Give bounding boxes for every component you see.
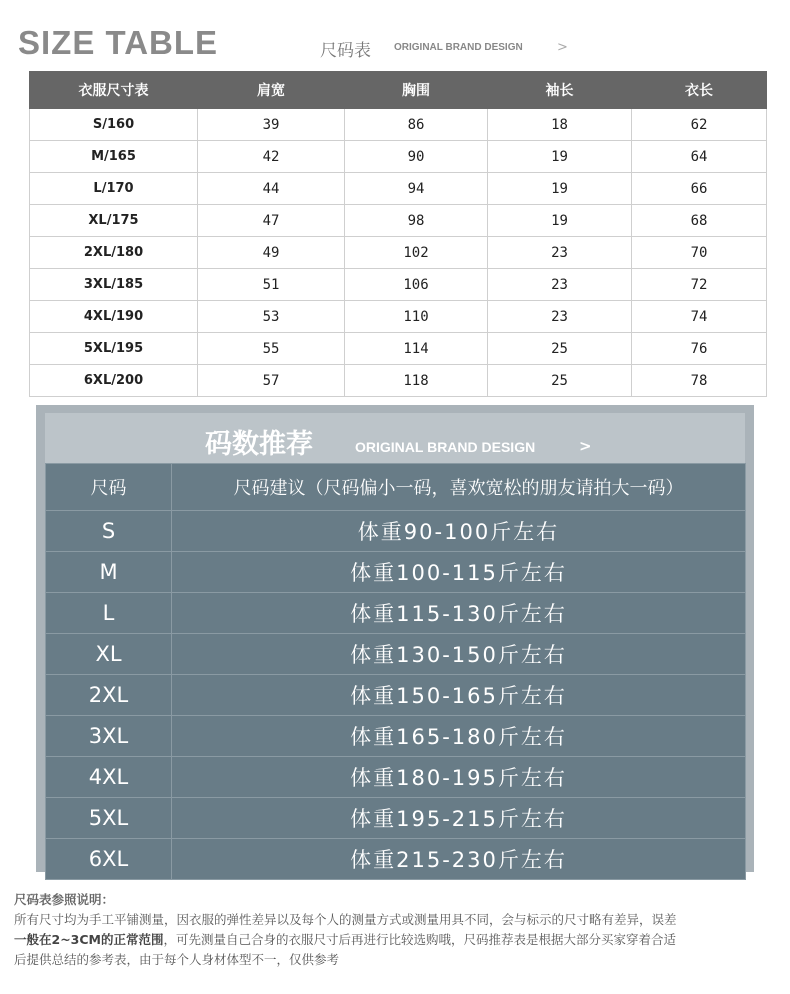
weight-advice-cell: 体重215-230斤左右 xyxy=(172,839,746,880)
weight-advice-cell: 体重90-100斤左右 xyxy=(172,511,746,552)
measurement-cell: 106 xyxy=(345,269,488,301)
weight-advice-cell: 体重115-130斤左右 xyxy=(172,593,746,634)
measurement-cell: 90 xyxy=(345,141,488,173)
weight-advice-cell: 体重150-165斤左右 xyxy=(172,675,746,716)
size-label-cell: L xyxy=(46,593,172,634)
table-row xyxy=(46,675,746,716)
measurement-cell: 39 xyxy=(198,109,345,141)
size-label-cell: 6XL xyxy=(46,839,172,880)
measurement-cell: 78 xyxy=(632,365,767,397)
table-row xyxy=(46,839,746,880)
size-label-cell: 4XL xyxy=(46,757,172,798)
measurement-cell: 72 xyxy=(632,269,767,301)
col-header-shoulder: 肩宽 xyxy=(198,72,345,109)
table-row xyxy=(46,798,746,839)
measurement-cell: 98 xyxy=(345,205,488,237)
measurement-cell: 94 xyxy=(345,173,488,205)
measurement-cell: 19 xyxy=(488,141,632,173)
table-row xyxy=(30,109,767,141)
page-title: SIZE TABLE xyxy=(18,24,219,61)
notes-line-1: 所有尺寸均为手工平铺测量，因衣服的弹性差异以及每个人的测量方式或测量用具不同，会与标示的尺寸略有差异，误差 xyxy=(14,912,677,927)
recommendation-title: 码数推荐 xyxy=(205,429,313,460)
col-header-sleeve: 袖长 xyxy=(488,72,632,109)
measurement-cell: 70 xyxy=(632,237,767,269)
size-label-cell: 5XL/195 xyxy=(30,333,198,365)
table-row xyxy=(30,141,767,173)
table-row xyxy=(30,365,767,397)
table-row xyxy=(30,173,767,205)
weight-advice-cell: 体重165-180斤左右 xyxy=(172,716,746,757)
recommendation-header-row xyxy=(46,464,746,511)
table-row xyxy=(46,634,746,675)
size-label-cell: 6XL/200 xyxy=(30,365,198,397)
size-table xyxy=(29,71,767,397)
measurement-cell: 102 xyxy=(345,237,488,269)
size-label-cell: L/170 xyxy=(30,173,198,205)
measurement-cell: 57 xyxy=(198,365,345,397)
recommendation-header xyxy=(45,413,745,463)
table-row xyxy=(46,757,746,798)
col-header-size: 衣服尺寸表 xyxy=(30,72,198,109)
table-row xyxy=(46,511,746,552)
subtitle-en: ORIGINAL BRAND DESIGN xyxy=(394,42,523,53)
table-row xyxy=(30,237,767,269)
weight-advice-cell: 体重195-215斤左右 xyxy=(172,798,746,839)
size-label-cell: XL xyxy=(46,634,172,675)
measurement-cell: 110 xyxy=(345,301,488,333)
notes-highlight: 一般在2~3CM的正常范围 xyxy=(14,932,164,947)
measurement-cell: 86 xyxy=(345,109,488,141)
col-header-advice: 尺码建议（尺码偏小一码，喜欢宽松的朋友请拍大一码） xyxy=(172,464,746,511)
size-label-cell: 5XL xyxy=(46,798,172,839)
measurement-cell: 25 xyxy=(488,365,632,397)
measurement-cell: 55 xyxy=(198,333,345,365)
measurement-cell: 76 xyxy=(632,333,767,365)
notes-title: 尺码表参照说明： xyxy=(14,892,115,907)
measurement-cell: 62 xyxy=(632,109,767,141)
weight-advice-cell: 体重180-195斤左右 xyxy=(172,757,746,798)
notes-line-2: ，可先测量自己合身的衣服尺寸后再进行比较选购哦，尺码推荐表是根据大部分买家穿着合适 xyxy=(163,932,676,947)
measurement-cell: 66 xyxy=(632,173,767,205)
measurement-cell: 19 xyxy=(488,173,632,205)
size-table-header-row xyxy=(30,72,767,109)
measurement-cell: 114 xyxy=(345,333,488,365)
measurement-cell: 49 xyxy=(198,237,345,269)
weight-advice-cell: 体重130-150斤左右 xyxy=(172,634,746,675)
measurement-cell: 23 xyxy=(488,301,632,333)
weight-advice-cell: 体重100-115斤左右 xyxy=(172,552,746,593)
table-row xyxy=(30,205,767,237)
recommendation-table xyxy=(45,463,746,880)
size-label-cell: 2XL xyxy=(46,675,172,716)
measurement-cell: 64 xyxy=(632,141,767,173)
size-label-cell: XL/175 xyxy=(30,205,198,237)
header xyxy=(0,0,790,70)
table-row xyxy=(30,333,767,365)
recommendation-subtitle: ORIGINAL BRAND DESIGN xyxy=(355,439,536,455)
measurement-cell: 47 xyxy=(198,205,345,237)
table-row xyxy=(46,716,746,757)
measurement-cell: 23 xyxy=(488,269,632,301)
size-label-cell: 3XL/185 xyxy=(30,269,198,301)
size-label-cell: 2XL/180 xyxy=(30,237,198,269)
size-label-cell: 4XL/190 xyxy=(30,301,198,333)
measurement-cell: 53 xyxy=(198,301,345,333)
measurement-cell: 25 xyxy=(488,333,632,365)
size-recommendation-panel xyxy=(36,405,754,872)
table-row xyxy=(46,593,746,634)
size-label-cell: 3XL xyxy=(46,716,172,757)
col-header-chest: 胸围 xyxy=(345,72,488,109)
size-notes xyxy=(14,890,779,970)
col-header-length: 衣长 xyxy=(632,72,767,109)
measurement-cell: 42 xyxy=(198,141,345,173)
size-label-cell: M xyxy=(46,552,172,593)
size-label-cell: S/160 xyxy=(30,109,198,141)
col-header-size: 尺码 xyxy=(46,464,172,511)
subtitle-zh: 尺码表 xyxy=(320,41,371,61)
measurement-cell: 68 xyxy=(632,205,767,237)
notes-text xyxy=(14,910,779,970)
chevron-right-icon: > xyxy=(579,437,592,455)
table-row xyxy=(46,552,746,593)
measurement-cell: 51 xyxy=(198,269,345,301)
measurement-cell: 118 xyxy=(345,365,488,397)
measurement-cell: 74 xyxy=(632,301,767,333)
table-row xyxy=(30,269,767,301)
notes-line-3: 后提供总结的参考表，由于每个人身材体型不一，仅供参考 xyxy=(14,952,340,967)
size-label-cell: S xyxy=(46,511,172,552)
size-label-cell: M/165 xyxy=(30,141,198,173)
table-row xyxy=(30,301,767,333)
measurement-cell: 19 xyxy=(488,205,632,237)
measurement-cell: 44 xyxy=(198,173,345,205)
measurement-cell: 23 xyxy=(488,237,632,269)
measurement-cell: 18 xyxy=(488,109,632,141)
chevron-right-icon: > xyxy=(557,40,568,55)
